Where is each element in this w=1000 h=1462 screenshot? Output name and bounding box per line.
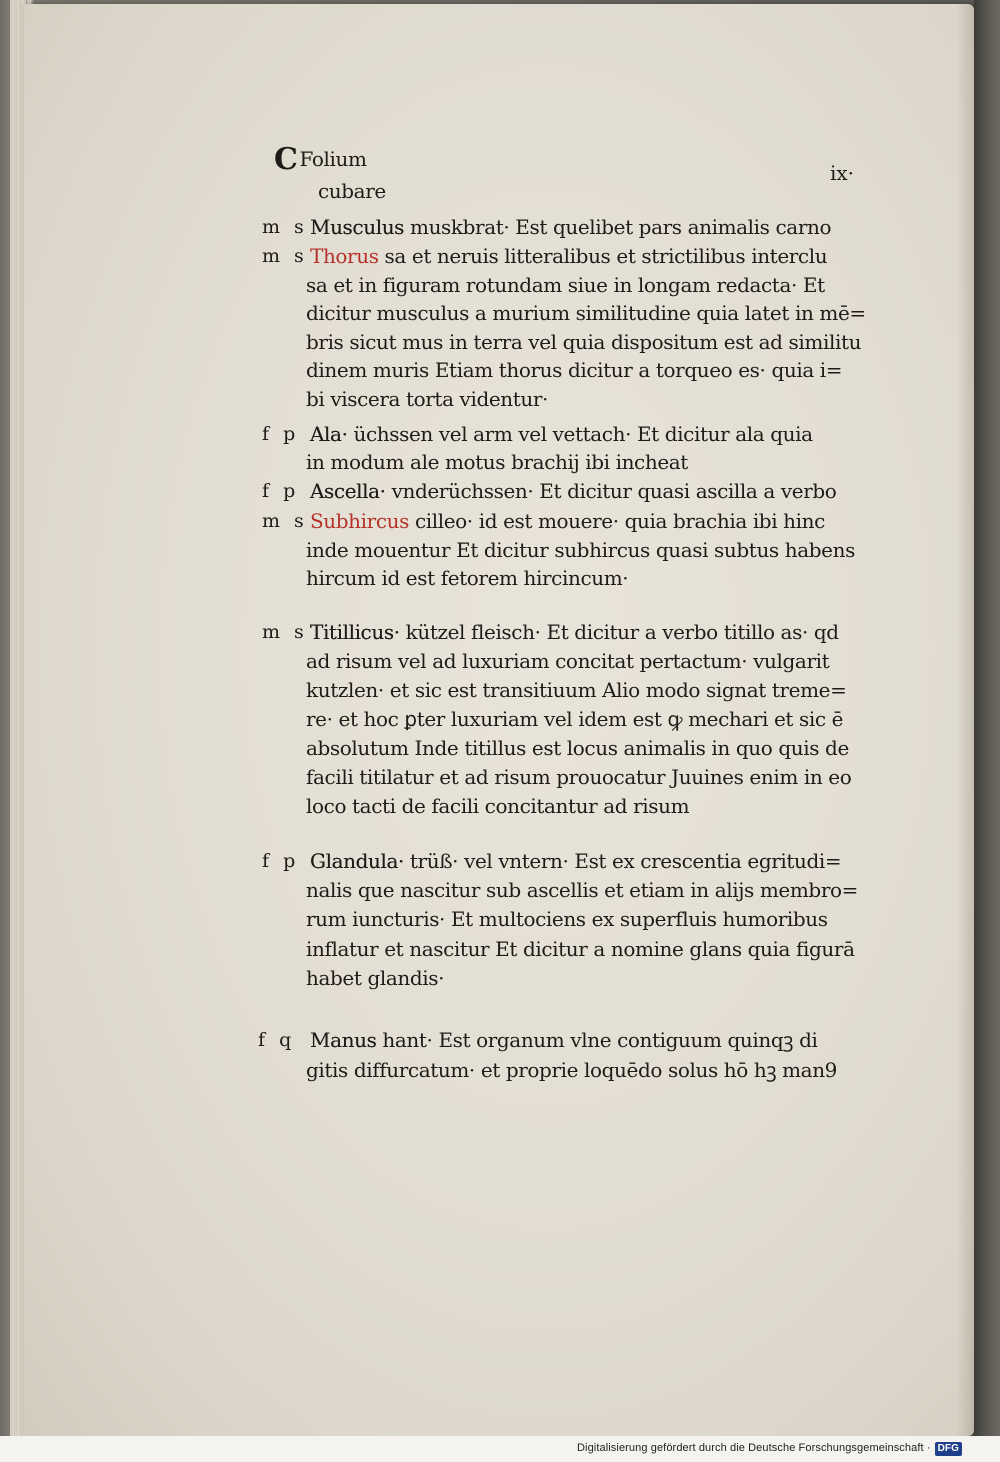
grammar-marker: f p [262,423,296,445]
line-text: sa et in figuram rotundam siue in longam redacta· Et [306,273,825,297]
line-text: loco tacti de facili concitantur ad risum [306,794,690,818]
grammar-marker: m s [262,245,304,267]
line-text: kützel fleisch· Et dicitur a verbo titillo as· qd [405,620,839,644]
lemma-word: Ala· [310,422,348,446]
line-text: inflatur et nascitur Et dicitur a nomine glans quia figurā [306,937,855,961]
line-text: ad risum vel ad luxuriam concitat pertactum· vulgarit [306,649,830,673]
text-line [306,793,689,819]
line-text: inde mouentur Et dicitur subhircus quasi subtus habens [306,538,855,562]
folio-number: ix· [830,161,855,185]
text-line [306,906,828,932]
dfg-logo: DFG [935,1442,962,1456]
line-text: gitis diffurcatum· et proprie loquēdo solus hō hꝫ man9 [306,1058,838,1082]
line-text: cilleo· id est mouere· quia brachia ibi hinc [414,509,825,533]
grammar-marker: f q [258,1029,292,1051]
line-text: vnderüchssen· Et dicitur quasi ascilla a verbo [391,479,837,503]
text-line [318,178,386,204]
lemma-word: Thorus [310,244,379,268]
line-text: dinem muris Etiam thorus dicitur a torqueo es· quia i= [306,358,843,382]
grammar-marker: m s [262,621,304,643]
running-head [274,142,367,177]
text-line [306,272,825,298]
line-text: sa et neruis litteralibus et strictilibus interclu [384,244,828,268]
text-line [306,648,829,674]
line-text: cubare [318,179,386,203]
text-line [306,735,849,761]
line-text: bi viscera torta videntur· [306,387,549,411]
lemma-word: Ascella· [310,479,386,503]
text-line [306,764,851,790]
line-text: üchssen vel arm vel vettach· Et dicitur ala quia [353,422,813,446]
text-line [306,936,855,962]
text-line [306,677,846,703]
line-text: habet glandis· [306,966,445,990]
text-line [306,565,628,591]
line-text: dicitur musculus a murium similitudine quia latet in mē= [306,301,866,325]
lemma-word: Glandula· [310,849,404,873]
line-text: absolutum Inde titillus est locus animalis in quo quis de [306,736,849,760]
text-line [310,243,827,269]
text-line [306,965,444,991]
text-line [306,449,688,475]
text-line [306,706,843,732]
line-text: re· et hoc ꝑter luxuriam vel idem est ꝙ mechari et sic ē [306,707,844,731]
lemma-word: Musculus [310,215,405,239]
line-text: bris sicut mus in terra vel quia dispositum est ad similitu [306,330,862,354]
digitization-credit [577,1440,962,1456]
line-text: trüß· vel vntern· Est ex crescentia egritudi= [409,849,842,873]
grammar-marker: f p [262,480,296,502]
text-line [310,619,839,645]
text-line [306,537,855,563]
line-text: muskbrat· Est quelibet pars animalis carno [410,215,832,239]
line-text: hircum id est fetorem hircincum· [306,566,629,590]
text-line [310,508,825,534]
text-line [310,848,841,874]
text-line [306,357,842,383]
text-line [306,300,866,326]
line-text: facili titilatur et ad risum prouocatur Juuines enim in eo [306,765,852,789]
lemma-word: Manus [310,1028,377,1052]
lemma-word: Subhircus [310,509,409,533]
credit-text: Digitalisierung gefördert durch die Deutsche Forschungsgemeinschaft · [577,1442,931,1454]
lemma-word: Titillicus· [310,620,400,644]
text-line [310,478,836,504]
text-line [310,421,813,447]
grammar-marker: f p [262,850,296,872]
paragraph-mark: C [274,142,298,177]
grammar-marker: m s [262,510,304,532]
grammar-marker: m s [262,216,304,238]
line-text: rum iuncturis· Et multociens ex superfluis humoribus [306,907,828,931]
line-text: hant· Est organum vlne contiguum quinqꝫ di [382,1028,818,1052]
line-text: in modum ale motus brachij ibi incheat [306,450,688,474]
text-line [310,214,831,240]
text-line [306,877,858,903]
text-line [306,386,548,412]
line-text: kutzlen· et sic est transitiuum Alio modo signat treme= [306,678,847,702]
text-line [310,1027,817,1053]
text-line [306,1057,837,1083]
running-title: Folium [299,147,367,171]
line-text: nalis que nascitur sub ascellis et etiam in alijs membro= [306,878,858,902]
text-line [306,329,861,355]
